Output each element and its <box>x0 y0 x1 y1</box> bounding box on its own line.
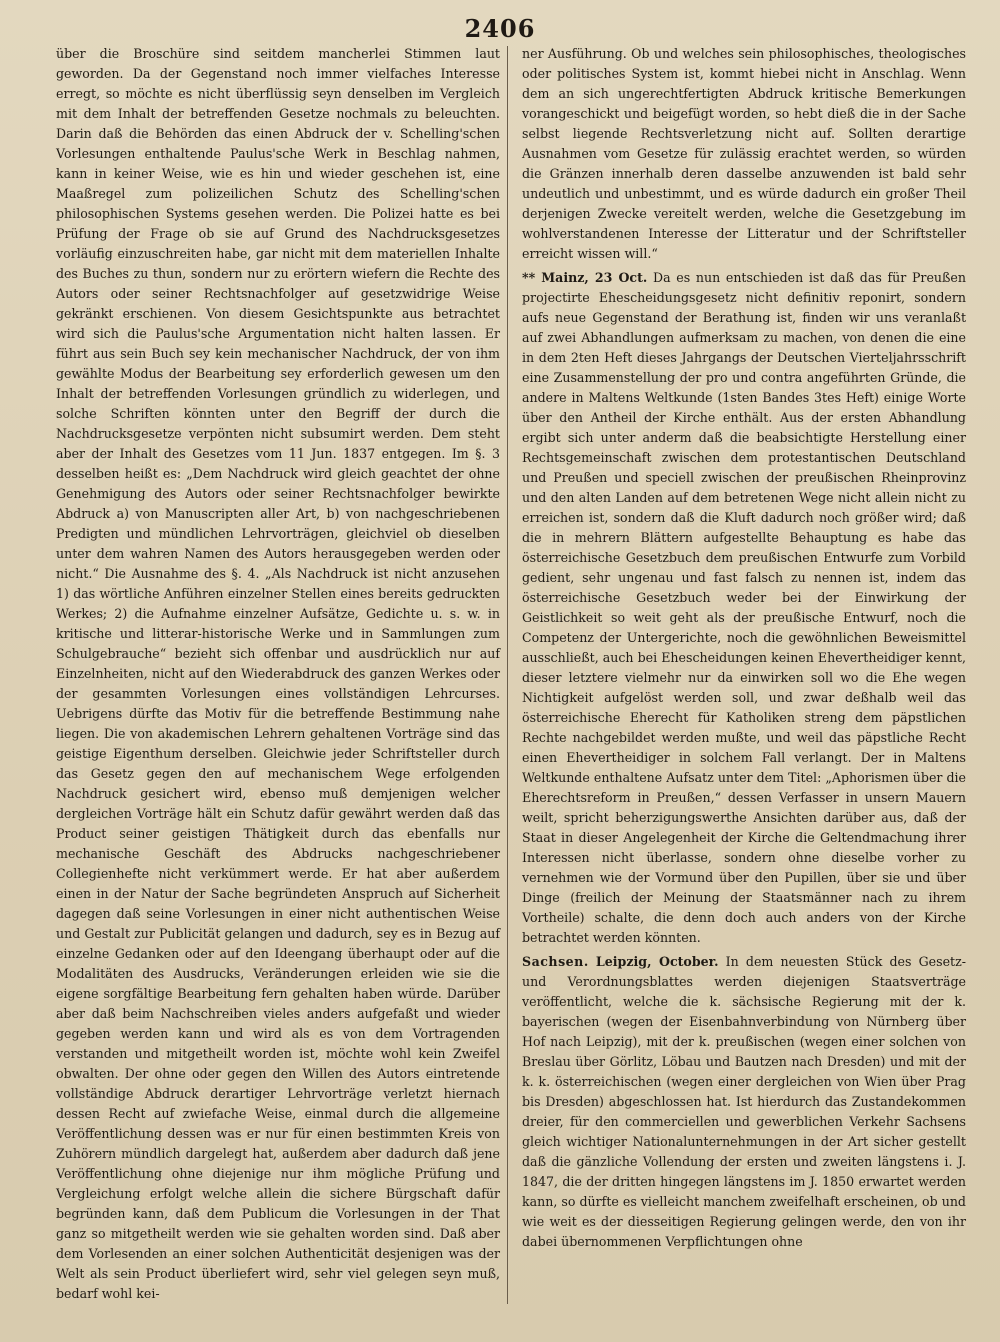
mainz-text: Da es nun entschieden ist daß das für Preußen projectirte Ehescheidungsgesetz nicht definitiv reponirt, sondern aufs neue Gegenstand der Berathung ist, finden wir uns veranlaßt auf zwei Abhandlungen aufmerksam zu machen, von denen die eine in dem 2ten Heft dieses Jahrgangs der Deutschen Vierteljahrsschrift eine Zusammenstellung der pro und contra angeführten Gründe, die andere in Maltens Weltkunde (1sten Bandes 3tes Heft) einige Worte über den Antheil der Kirche enthält. Aus der ersten Abhandlung ergibt sich unter anderm daß die beabsichtigte Herstellung einer Rechtsgemeinschaft zwischen dem protestantischen Deutschland und Preußen und speciell zwischen der preußischen Rheinprovinz und den alten Landen auf dem betretenen Wege nicht allein nicht zu erreichen ist, sondern daß die Kluft dadurch noch größer wird; daß die in mehrern Blättern aufgestellte Behauptung es habe das österreichische Gesetzbuch dem preußischen Entwurfe zum Vorbild gedient, sehr ungenau und fast falsch zu nennen ist, indem das österreichische Gesetzbuch weder bei der Einwirkung der Geistlichkeit so weit geht als der preußische Entwurf, noch die Competenz der Untergerichte, noch die gewöhnlichen Beweismittel ausschließt, auch bei Ehescheidungen keinen Ehevertheidiger kennt, dieser letztere vielmehr nur da einwirken soll wo die Ehe wegen Nichtigkeit aufgelöst werden soll, und zwar deßhalb weil das österreichische Eherecht für Katholiken streng dem päpstlichen Rechte nachgebildet werden mußte, und weil das päpstliche Recht einen Ehevertheidiger in solchem Fall verlangt. Der in Maltens Weltkunde enthaltene Aufsatz unter dem Titel: „Aphorismen über die Eherechtsreform in Preußen,“ dessen Verfasser in unsern Mauern weilt, spricht beherzigungswerthe Ansichten darüber aus, daß der Staat in dieser Angelegenheit der Kirche die Geltendmachung ihrer Interessen nicht überlasse, sondern ohne dieselbe vorher zu vernehmen wie der Vormund über den Pupillen, über sie und über Dinge (freilich der Meinung der Staatsmänner nach zu ihrem Vortheile) schalte, die denn doch auch anders von der Kirche betrachtet werden könnten. <box>522 270 966 945</box>
right-column <box>522 44 966 1252</box>
page-number: 2406 <box>464 14 536 43</box>
leipzig-dateline: Leipzig, October. <box>595 954 719 969</box>
sachsen-text: In dem neuesten Stück des Gesetz- und Verordnungsblattes werden diejenigen Staatsverträge veröffentlicht, welche die k. sächsische Regierung mit der k. bayerischen (wegen der Eisenbahnverbindung von Nürnberg über Hof nach Leipzig), mit der k. preußischen (wegen einer solchen von Breslau über Görlitz, Löbau und Bautzen nach Dresden) und mit der k. k. österreichischen (wegen einer dergleichen von Wien über Prag bis Dresden) abgeschlossen hat. Ist hierdurch das Zustandekommen dreier, für den commerciellen und gewerblichen Verkehr Sachsens gleich wichtiger Nationalunternehmungen in der Art sicher gestellt daß die gänzliche Vollendung der ersten und zweiten längstens i. J. 1847, die der dritten hingegen längstens im J. 1850 erwartet werden kann, so dürfte es vielleicht manchem zweifelhaft erscheinen, ob und wie weit es der diesseitigen Regierung gelingen werde, den von ihr dabei übernommenen Verpflichtungen ohne <box>522 954 966 1249</box>
sachsen-heading: Sachsen. <box>522 954 589 969</box>
article-paragraph: über die Broschüre sind seitdem mancherlei Stimmen laut geworden. Da der Gegenstand noch immer vielfaches Interesse erregt, so möchte es nicht überflüssig seyn denselben im Vergleich mit dem Inhalt der betreffenden Gesetze nochmals zu beleuchten. Darin daß die Behörden das einen Abdruck der v. Schelling'schen Vorlesungen enthaltende Paulus'sche Werk in Beschlag nahmen, kann in keiner Weise, wie es hin und wieder geschehen ist, eine Maaßregel zum polizeilichen Schutz des Schelling'schen philosophischen Systems gesehen werden. Die Polizei hatte es bei Prüfung der Frage ob sie auf Grund des Nachdrucksgesetzes vorläufig einzuschreiten habe, gar nicht mit dem materiellen Inhalte des Buches zu thun, sondern nur zu erörtern wiefern die Rechte des Autors oder seiner Rechtsnachfolger auf gesetzwidrige Weise gekränkt erschienen. Von diesem Gesichtspunkte aus betrachtet wird sich die Paulus'sche Argumentation nicht halten lassen. Er führt aus sein Buch sey kein mechanischer Nachdruck, der von ihm gewählte Modus der Bearbeitung sey erforderlich gewesen um den Inhalt der betreffenden Vorlesungen gründlich zu widerlegen, und solche Schriften könnten unter den Begriff der durch die Nachdrucksgesetze verpönten nicht subsumirt werden. Dem steht aber der Inhalt des Gesetzes vom 11 Jun. 1837 entgegen. Im §. 3 desselben heißt es: „Dem Nachdruck wird gleich geachtet der ohne Genehmigung des Autors oder seiner Rechtsnachfolger bewirkte Abdruck a) von Manuscripten aller Art, b) von nachgeschriebenen Predigten und mündlichen Lehrvorträgen, gleichviel ob dieselben unter dem wahren Namen des Autors herausgegeben werden oder nicht.“ Die Ausnahme des §. 4. „Als Nachdruck ist nicht anzusehen 1) das wörtliche Anführen einzelner Stellen eines bereits gedruckten Werkes; 2) die Aufnahme einzelner Aufsätze, Gedichte u. s. w. in kritische und litterar-historische Werke und in Sammlungen zum Schulgebrauche“ bezieht sich offenbar und ausdrücklich nur auf Einzelnheiten, nicht auf den Wiederabdruck des ganzen Werkes oder der gesammten Vorlesungen eines vollständigen Lehrcurses. Uebrigens dürfte das Motiv für die betreffende Bestimmung nahe liegen. Die von akademischen Lehrern gehaltenen Vorträge sind das geistige Eigenthum derselben. Gleichwie jeder Schriftsteller durch das Gesetz gegen den auf mechanischem Wege erfolgenden Nachdruck gesichert wird, ebenso muß demjenigen welcher dergleichen Vorträge hält ein Schutz dafür gewährt werden daß das Product seiner geistigen Thätigkeit durch das ebenfalls nur mechanische Geschäft des Abdrucks nachgeschriebener Collegienhefte nicht verkümmert werde. Er hat aber außerdem einen in der Natur der Sache begründeten Anspruch auf Sicherheit dagegen daß seine Vorlesungen in einer nicht authentischen Weise und Gestalt zur Publicität gelangen und dadurch, sey es in Bezug auf einzelne Gedanken oder auf den Ideengang überhaupt oder auf die Modalitäten des Ausdrucks, Veränderungen erleiden wie sie die eigene sorgfältige Bearbeitung fern gehalten haben würde. Darüber aber daß beim Nachschreiben vieles anders aufgefaßt und wieder gegeben werden kann und wird als es von dem Vortragenden verstanden und mitgetheilt worden ist, möchte wohl kein Zweifel obwalten. Der ohne oder gegen den Willen des Autors eintretende vollständige Abdruck derartiger Lehrvorträge verletzt hiernach dessen Recht auf zwiefache Weise, einmal durch die allgemeine Veröffentlichung dessen was er nur für einen bestimmten Kreis von Zuhörern mündlich dargelegt hat, außerdem aber dadurch daß jene Veröffentlichung ohne diejenige nur ihm mögliche Prüfung und Vergleichung erfolgt welche allein die sichere Bürgschaft dafür begründen kann, daß dem Publicum die Vorlesungen in der That ganz so mitgetheilt werden wie sie gehalten worden sind. Daß aber dem Vorlesenden an einer solchen Authenticität desjenigen was der Welt als sein Product überliefert wird, sehr viel gelegen seyn muß, bedarf wohl kei- <box>56 46 500 1301</box>
mainz-report <box>522 268 966 948</box>
left-column <box>56 44 500 1304</box>
article-continuation: ner Ausführung. Ob und welches sein philosophisches, theologisches oder politisches System ist, kommt hiebei nicht in Anschlag. Wenn dem an sich ungerechtfertigten Abdruck kritische Bemerkungen vorangeschickt und beigefügt worden, so hebt dieß die in der Sache selbst liegende Rechtsverletzung nicht auf. Sollten derartige Ausnahmen vom Gesetze für zulässig erachtet werden, so würden die Gränzen innerhalb deren dasselbe anzuwenden ist bald sehr undeutlich und unbestimmt, und es würde dadurch ein großer Theil derjenigen Zwecke vereitelt werden, welche die Gesetzgebung im wohlverstandenen Interesse der Litteratur und der Schriftsteller erreicht wissen will.“ <box>522 46 966 261</box>
column-divider <box>507 46 508 1304</box>
mainz-dateline: ** Mainz, 23 Oct. <box>522 270 648 285</box>
sachsen-report <box>522 952 966 1252</box>
